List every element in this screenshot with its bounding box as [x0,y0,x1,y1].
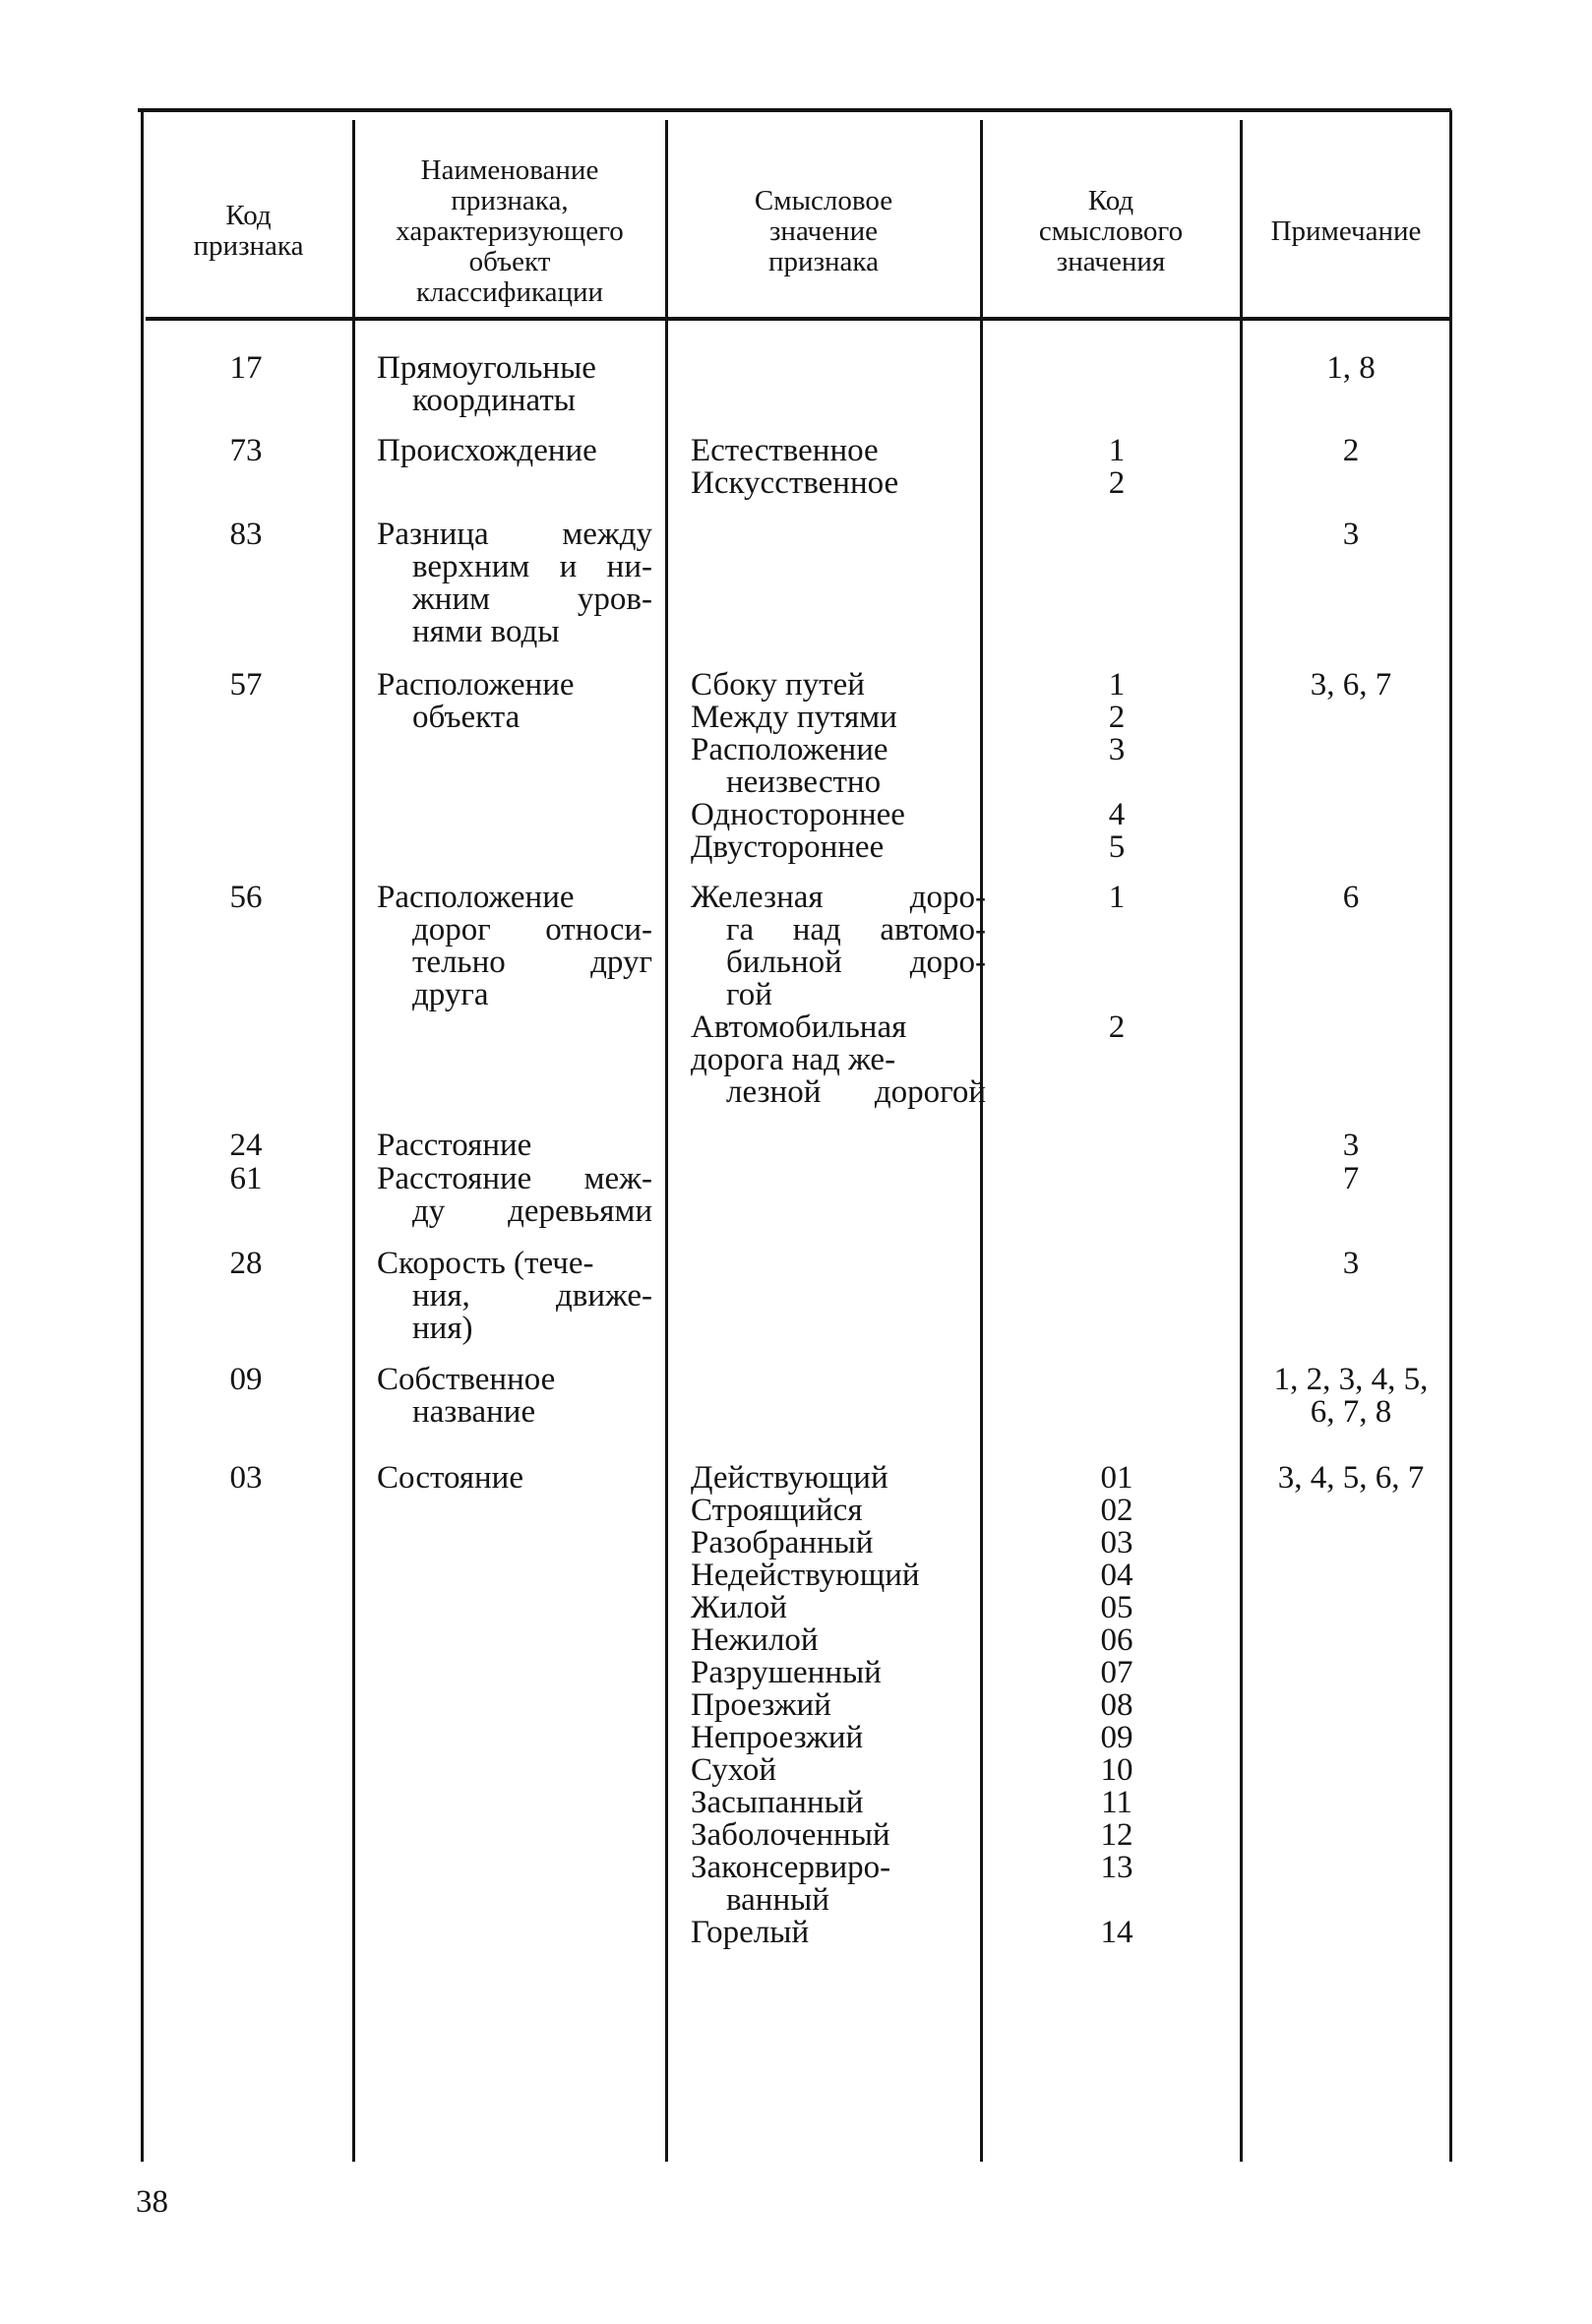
row-value-code-line: 04 [1100,1558,1133,1593]
row-name-line: верхним и ни- [412,549,652,584]
row-value-code-line: 3 [1108,732,1126,767]
row-value-code-line: 08 [1100,1687,1133,1723]
row-meaning-line: Сухой [691,1752,777,1788]
row-meaning-line: Расположение [691,732,888,767]
row-code: 24 [229,1128,263,1163]
row-value-code-line: 11 [1101,1785,1133,1820]
row-code: 61 [229,1161,263,1196]
row-value-code-line: 05 [1100,1590,1133,1625]
row-note-line: 2 [1342,433,1360,468]
row-meaning-line: Искусственное [691,465,899,501]
row-name [377,435,652,467]
row-name-line: координаты [412,383,576,418]
row-name-line: Скорость (тече- [377,1246,594,1281]
row-value-code-line: 09 [1100,1720,1133,1755]
row-meaning-line: Разобранный [691,1525,874,1560]
row-note-line: 1, 8 [1326,350,1376,386]
row-name-line: дорог относи- [412,912,652,948]
row-name [377,352,652,417]
row-note-line: 6 [1342,880,1360,915]
row-value-code-line [1023,914,1210,947]
row-name [377,519,652,648]
row-value-code-line: 4 [1108,797,1126,832]
row-value-code-line [1023,947,1210,979]
row-meaning-line: Недействующий [691,1558,920,1593]
row-meaning-line: Заболоченный [691,1817,890,1853]
row-meaning-line: Непроезжий [691,1720,864,1755]
row-name-line: ния) [412,1311,473,1346]
row-note [1246,1248,1456,1280]
row-code: 28 [229,1246,263,1281]
row-code: 83 [229,517,263,552]
row-name-line: жним уров- [412,581,652,617]
row-value-code-line: 06 [1100,1622,1133,1658]
row-note-line: 3 [1342,1246,1360,1281]
row-name-line: Расстояние меж- [377,1161,652,1196]
row-name-line: ду деревьями [412,1193,652,1229]
row-name-line: Собственное [377,1362,556,1397]
row-note-line: 3, 4, 5, 6, 7 [1277,1460,1425,1496]
row-name-line: Состояние [377,1460,523,1496]
table-top-rule [138,108,1451,112]
row-meaning-line: Разрушенный [691,1655,882,1690]
row-note-line: 3, 6, 7 [1310,667,1392,703]
row-value-code-line: 14 [1100,1915,1133,1950]
column-divider-left-border [141,110,144,2162]
row-meaning-line: Проезжий [691,1687,831,1723]
row-meaning-line: гой [726,977,772,1012]
row-meaning-line: Горелый [691,1915,810,1950]
row-name [377,882,652,1011]
row-value-code-line [1023,1076,1210,1109]
row-code: 56 [229,880,263,915]
row-meaning-line: Нежилой [691,1622,819,1658]
row-note-line: 6, 7, 8 [1310,1394,1392,1430]
row-name-line: ния, движе- [412,1278,652,1314]
row-meaning-line: Строящийся [691,1493,863,1528]
row-meaning-line: Жилой [691,1590,787,1625]
row-value-code-line: 5 [1108,829,1126,865]
row-code: 17 [229,350,263,386]
row-note [1246,352,1456,385]
row-value-code-line: 10 [1100,1752,1133,1788]
row-name [377,1364,652,1429]
row-name [377,669,652,734]
row-note [1246,1364,1456,1429]
row-meaning-line: Двустороннее [691,829,885,865]
row-meaning [691,669,986,864]
row-name-line: нями воды [412,614,560,649]
row-meaning [691,882,986,1109]
row-note [1246,519,1456,551]
row-name-line: тельно друг [412,945,652,980]
row-meaning-line: дорога над же- [691,1042,896,1077]
row-value-code-line: 1 [1108,433,1126,468]
row-meaning-line: Законсервиро- [691,1850,891,1885]
row-code: 73 [229,433,263,468]
row-name-line: Расстояние [377,1128,532,1163]
row-value-code-line: 01 [1100,1460,1133,1496]
column-divider-4 [1240,120,1243,2162]
row-meaning [691,435,986,500]
row-value-code-line [1023,1044,1210,1076]
row-value-code-line: 2 [1108,700,1126,735]
row-meaning-line: Одностороннее [691,797,905,832]
row-meaning-line: неизвестно [726,764,882,800]
row-meaning-line: Действующий [691,1460,888,1496]
row-value-code-line: 2 [1108,1009,1126,1045]
row-note [1246,669,1456,702]
row-name-line: Расположение [377,667,575,703]
row-name-line: Разница между [377,517,652,552]
row-value-code [1023,435,1210,500]
row-value-code-line [1023,766,1210,799]
row-name [377,1163,652,1228]
row-meaning-line: га над автомо- [726,912,986,948]
header-value-code: Код смыслового значения [1038,184,1184,277]
row-note-line: 7 [1342,1161,1360,1196]
row-value-code [1023,669,1210,864]
page-number: 38 [136,2184,168,2220]
row-name-line: название [412,1394,536,1430]
header-code: Код признака [193,200,304,262]
row-value-code-line [1023,979,1210,1011]
row-name [377,1130,652,1162]
row-value-code-line [1023,1884,1210,1917]
row-value-code-line: 03 [1100,1525,1133,1560]
row-value-code-line: 07 [1100,1655,1133,1690]
row-name [377,1248,652,1345]
row-note [1246,1163,1456,1195]
column-divider-1 [352,120,355,2162]
row-name-line: Происхождение [377,433,597,468]
row-meaning [691,1462,986,1949]
row-note-line: 3 [1342,517,1360,552]
row-name [377,1462,652,1495]
header-bottom-rule [146,317,1452,321]
row-note-line: 1, 2, 3, 4, 5, [1273,1362,1429,1397]
header-name: Наименование признака, характеризующего объект классификации [396,153,624,308]
row-name-line: друга [412,977,489,1012]
row-note [1246,1130,1456,1162]
row-note-line: 3 [1342,1128,1360,1163]
row-note [1246,435,1456,467]
row-name-line: объекта [412,700,520,735]
row-code: 57 [229,667,263,703]
row-value-code-line: 12 [1100,1817,1133,1853]
row-meaning-line: Между путями [691,700,897,735]
row-value-code-line: 2 [1108,465,1126,501]
header-meaning: Смысловое значение признака [754,184,893,277]
row-value-code [1023,1462,1210,1949]
row-value-code-line: 1 [1108,880,1126,915]
row-meaning-line: бильной доро- [726,945,986,980]
row-name-line: Расположение [377,880,575,915]
header-note: Примечание [1270,214,1422,247]
row-meaning-line: Засыпанный [691,1785,864,1820]
row-meaning-line: лезной дорогой [726,1074,986,1110]
row-meaning-line: Сбоку путей [691,667,865,703]
row-code: 03 [229,1460,263,1496]
row-note [1246,882,1456,914]
row-note [1246,1462,1456,1495]
row-meaning-line: Естественное [691,433,879,468]
row-meaning-line: Железная доро- [691,880,986,915]
row-meaning-line: Автомобильная [691,1009,907,1045]
row-code: 09 [229,1362,263,1397]
row-value-code-line: 13 [1100,1850,1133,1885]
row-value-code-line: 1 [1108,667,1126,703]
column-divider-2 [665,120,668,2162]
row-name-line: Прямоугольные [377,350,596,386]
row-value-code [1023,882,1210,1109]
row-meaning-line: ванный [726,1882,829,1918]
row-value-code-line: 02 [1100,1493,1133,1528]
